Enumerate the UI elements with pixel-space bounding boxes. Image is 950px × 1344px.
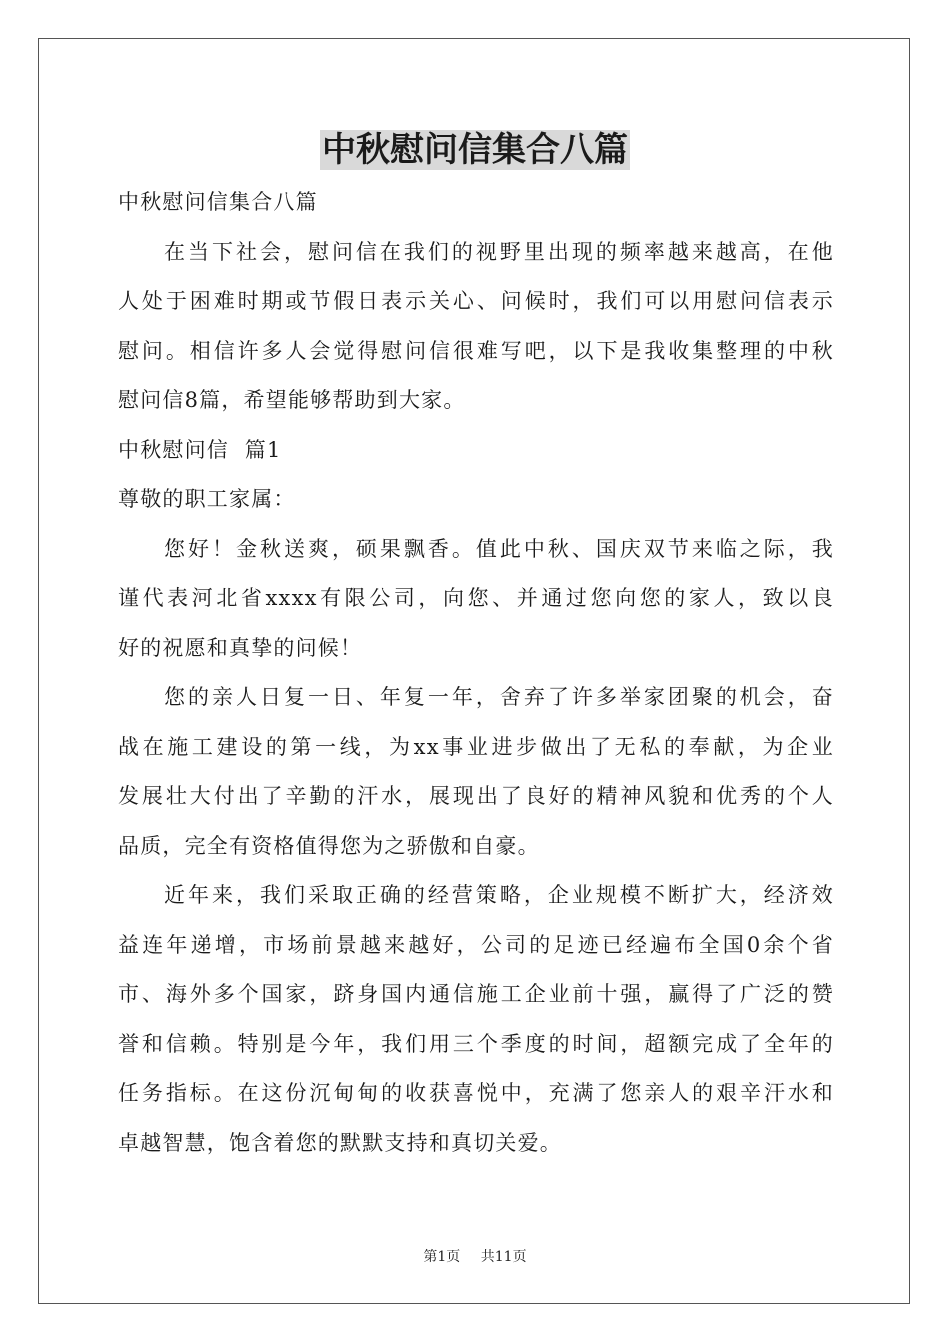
paragraph-line: 任务指标。在这份沉甸甸的收获喜悦中，充满了您亲人的艰辛汗水和: [118, 1081, 834, 1105]
paragraph-line: 慰问。相信许多人会觉得慰问信很难写吧，以下是我收集整理的中秋: [118, 338, 834, 363]
letter-paragraph-1: [118, 525, 834, 674]
section-heading: 中秋慰问信 篇1: [118, 437, 282, 462]
paragraph-line: 好的祝愿和真挚的问候！: [118, 635, 363, 660]
paragraph-line: 品质，完全有资格值得您为之骄傲和自豪。: [118, 833, 540, 858]
paragraph-line: 人处于困难时期或节假日表示关心、问候时，我们可以用慰问信表示: [118, 289, 834, 313]
paragraph-line: 发展壮大付出了辛勤的汗水，展现出了良好的精神风貌和优秀的个人: [118, 784, 834, 808]
paragraph-line: 在当下社会，慰问信在我们的视野里出现的频率越来越高，在他: [164, 239, 834, 264]
salutation: 尊敬的职工家属：: [118, 487, 296, 511]
paragraph-line: 慰问信8篇，希望能够帮助到大家。: [118, 388, 466, 412]
paragraph-line: 益连年递增，市场前景越来越好，公司的足迹已经遍布全国0余个省: [118, 932, 834, 957]
paragraph-line: 谨代表河北省xxxx有限公司，向您、并通过您向您的家人，致以良: [118, 586, 834, 610]
paragraph-line: 市、海外多个国家，跻身国内通信施工企业前十强，赢得了广泛的赞: [118, 982, 834, 1006]
page-number: 第1页: [423, 1249, 461, 1265]
document-body: [118, 178, 834, 1168]
paragraph-line: 誉和信赖。特别是今年，我们用三个季度的时间，超额完成了全年的: [118, 1031, 834, 1056]
paragraph-line: 卓越智慧，饱含着您的默默支持和真切关爱。: [118, 1130, 562, 1155]
paragraph-line: 您好！金秋送爽，硕果飘香。值此中秋、国庆双节来临之际，我: [164, 536, 834, 561]
document-title: 中秋慰问信集合八篇: [322, 130, 628, 170]
page-total: 共11页: [480, 1249, 527, 1265]
letter-paragraph-3: [118, 871, 834, 1168]
page-footer: [0, 1246, 950, 1266]
document-title-block: [0, 128, 950, 172]
intro-paragraph: [118, 228, 834, 426]
paragraph-line: 您的亲人日复一日、年复一年，舍弃了许多举家团聚的机会，奋: [164, 685, 834, 709]
letter-paragraph-2: [118, 673, 834, 871]
paragraph-line: 近年来，我们采取正确的经营策略，企业规模不断扩大，经济效: [164, 883, 834, 907]
document-subtitle: 中秋慰问信集合八篇: [118, 190, 318, 214]
paragraph-line: 战在施工建设的第一线，为xx事业进步做出了无私的奉献，为企业: [118, 734, 834, 759]
